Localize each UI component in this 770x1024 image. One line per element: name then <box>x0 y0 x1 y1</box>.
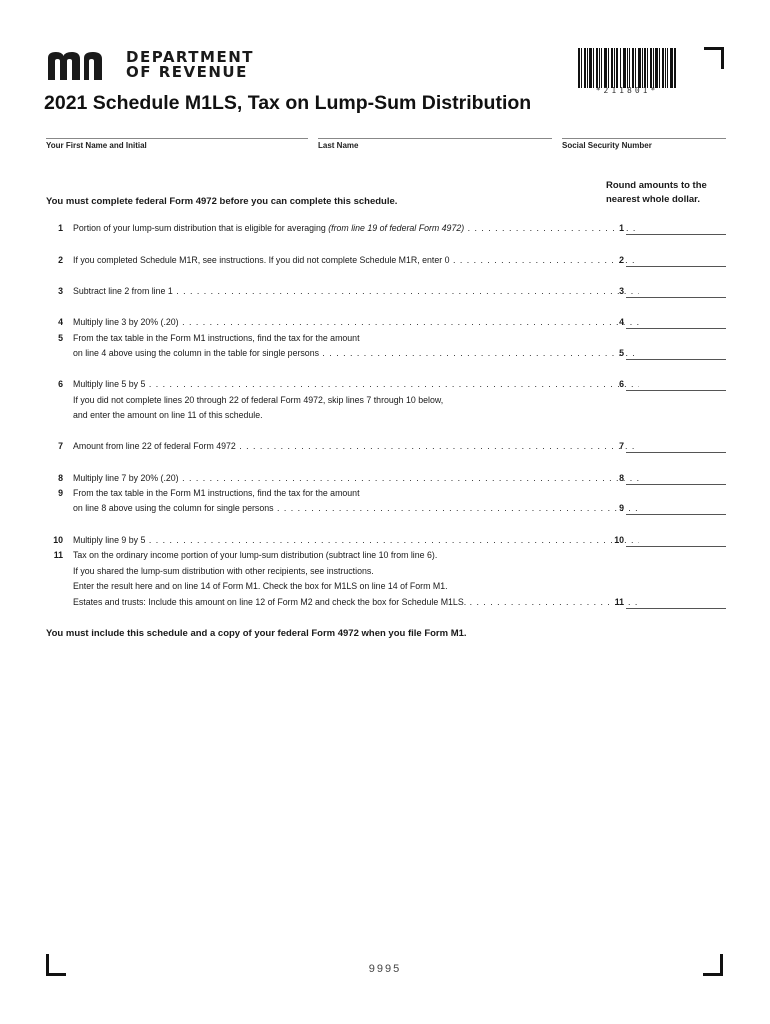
line-number: 4 <box>58 317 63 327</box>
line-box-number: 10 <box>614 535 624 545</box>
form-line-9-continued <box>46 503 726 517</box>
mn-logo <box>46 50 254 80</box>
barcode-digits: *211801* <box>595 86 659 95</box>
rounding-note <box>606 179 707 207</box>
agency-name <box>126 50 254 80</box>
line-6-amount-input[interactable] <box>626 390 726 391</box>
line-description: Multiply line 3 by 20% (.20) . . . <box>73 317 639 327</box>
line-number: 1 <box>58 223 63 233</box>
line-description: If you completed Schedule M1R, see instructions. If you did not complete Schedule M1R, enter 0 . . . <box>73 255 639 265</box>
line-description: Multiply line 5 by 5 . . . <box>73 379 639 389</box>
form-line-4 <box>46 317 726 331</box>
line-number: 3 <box>58 286 63 296</box>
intro-instruction: You must complete federal Form 4972 before you can complete this schedule. <box>46 196 398 207</box>
crop-mark-top-right <box>704 47 724 69</box>
line-number: 10 <box>53 535 63 545</box>
form-line-11 <box>46 550 726 564</box>
line-3-amount-input[interactable] <box>626 297 726 298</box>
form-line-6 <box>46 379 726 393</box>
line-description: From the tax table in the Form M1 instructions, find the tax for the amount <box>73 333 360 343</box>
form-line-10 <box>46 535 726 549</box>
line-description-continued: on line 8 above using the column for single persons . . . <box>73 503 639 513</box>
line-description-continued: on line 4 above using the column in the table for single persons . . . <box>73 348 639 358</box>
line-box-number: 6 <box>619 379 624 389</box>
line-box-number: 1 <box>619 223 624 233</box>
line-2-amount-input[interactable] <box>626 266 726 267</box>
filing-reminder: You must include this schedule and a copy of your federal Form 4972 when you file Form M1. <box>46 628 467 639</box>
line-box-number: 5 <box>619 348 624 358</box>
line-box-number: 2 <box>619 255 624 265</box>
line-1-amount-input[interactable] <box>626 234 726 235</box>
line-8-amount-input[interactable] <box>626 484 726 485</box>
rounding-note-line-1: Round amounts to the <box>606 180 707 191</box>
form-line-8 <box>46 473 726 487</box>
last-name-label: Last Name <box>318 141 359 150</box>
line-6-note-1: If you did not complete lines 20 through 22 of federal Form 4972, skip lines 7 through 10 below, <box>73 395 444 405</box>
line-box-number: 7 <box>619 441 624 451</box>
line-number: 7 <box>58 441 63 451</box>
first-name-label: Your First Name and Initial <box>46 141 147 150</box>
agency-line-2: OF REVENUE <box>126 63 248 81</box>
line-7-amount-input[interactable] <box>626 452 726 453</box>
line-description: Multiply line 9 by 5 . . . <box>73 535 639 545</box>
page-code: 9995 <box>368 963 402 975</box>
last-name-field[interactable] <box>318 138 552 150</box>
line-number: 5 <box>58 333 63 343</box>
first-name-field[interactable] <box>46 138 308 150</box>
line-10-amount-input[interactable] <box>626 546 726 547</box>
line-number: 2 <box>58 255 63 265</box>
form-line-5 <box>46 333 726 347</box>
line-box-number: 4 <box>619 317 624 327</box>
line-box-number: 3 <box>619 286 624 296</box>
form-line-7 <box>46 441 726 455</box>
line-description: Portion of your lump-sum distribution that is eligible for averaging (from line 19 of federal Form 4972) . . . <box>73 223 639 233</box>
line-box-number: 9 <box>619 503 624 513</box>
line-number: 8 <box>58 473 63 483</box>
form-line-5-continued <box>46 348 726 362</box>
line-description: Amount from line 22 of federal Form 4972 . . . <box>73 441 639 451</box>
form-line-11-continued <box>46 597 726 611</box>
form-title: 2021 Schedule M1LS, Tax on Lump-Sum Distribution <box>44 92 532 114</box>
form-line-2 <box>46 255 726 269</box>
line-5-amount-input[interactable] <box>626 359 726 360</box>
ssn-field[interactable] <box>562 138 726 150</box>
line-number: 6 <box>58 379 63 389</box>
line-description: Tax on the ordinary income portion of your lump-sum distribution (subtract line 10 from line 6). <box>73 550 438 560</box>
line-11-amount-input[interactable] <box>626 608 726 609</box>
form-line-9 <box>46 488 726 502</box>
barcode <box>578 48 676 88</box>
line-6-note-2: and enter the amount on line 11 of this schedule. <box>73 410 263 420</box>
ssn-label: Social Security Number <box>562 141 652 150</box>
mn-logo-mark <box>46 50 118 80</box>
line-description: From the tax table in the Form M1 instructions, find the tax for the amount <box>73 488 360 498</box>
form-line-1 <box>46 223 726 237</box>
line-description: Subtract line 2 from line 1 . . . <box>73 286 639 296</box>
line-description: Multiply line 7 by 20% (.20) . . . <box>73 473 639 483</box>
line-number: 9 <box>58 488 63 498</box>
form-line-3 <box>46 286 726 300</box>
line-4-amount-input[interactable] <box>626 328 726 329</box>
line-11-note-2: Enter the result here and on line 14 of Form M1. Check the box for M1LS on line 14 of Form M1. <box>73 581 448 591</box>
line-11-note-1: If you shared the lump-sum distribution with other recipients, see instructions. <box>73 566 374 576</box>
rounding-note-line-2: nearest whole dollar. <box>606 194 700 205</box>
line-box-number: 8 <box>619 473 624 483</box>
line-box-number: 11 <box>614 597 624 607</box>
line-9-amount-input[interactable] <box>626 514 726 515</box>
line-description-continued: Estates and trusts: Include this amount on line 12 of Form M2 and check the box for Schedule M1LS. . . . <box>73 597 639 607</box>
line-number: 11 <box>53 550 63 560</box>
agency-line-1: DEPARTMENT <box>126 48 254 66</box>
